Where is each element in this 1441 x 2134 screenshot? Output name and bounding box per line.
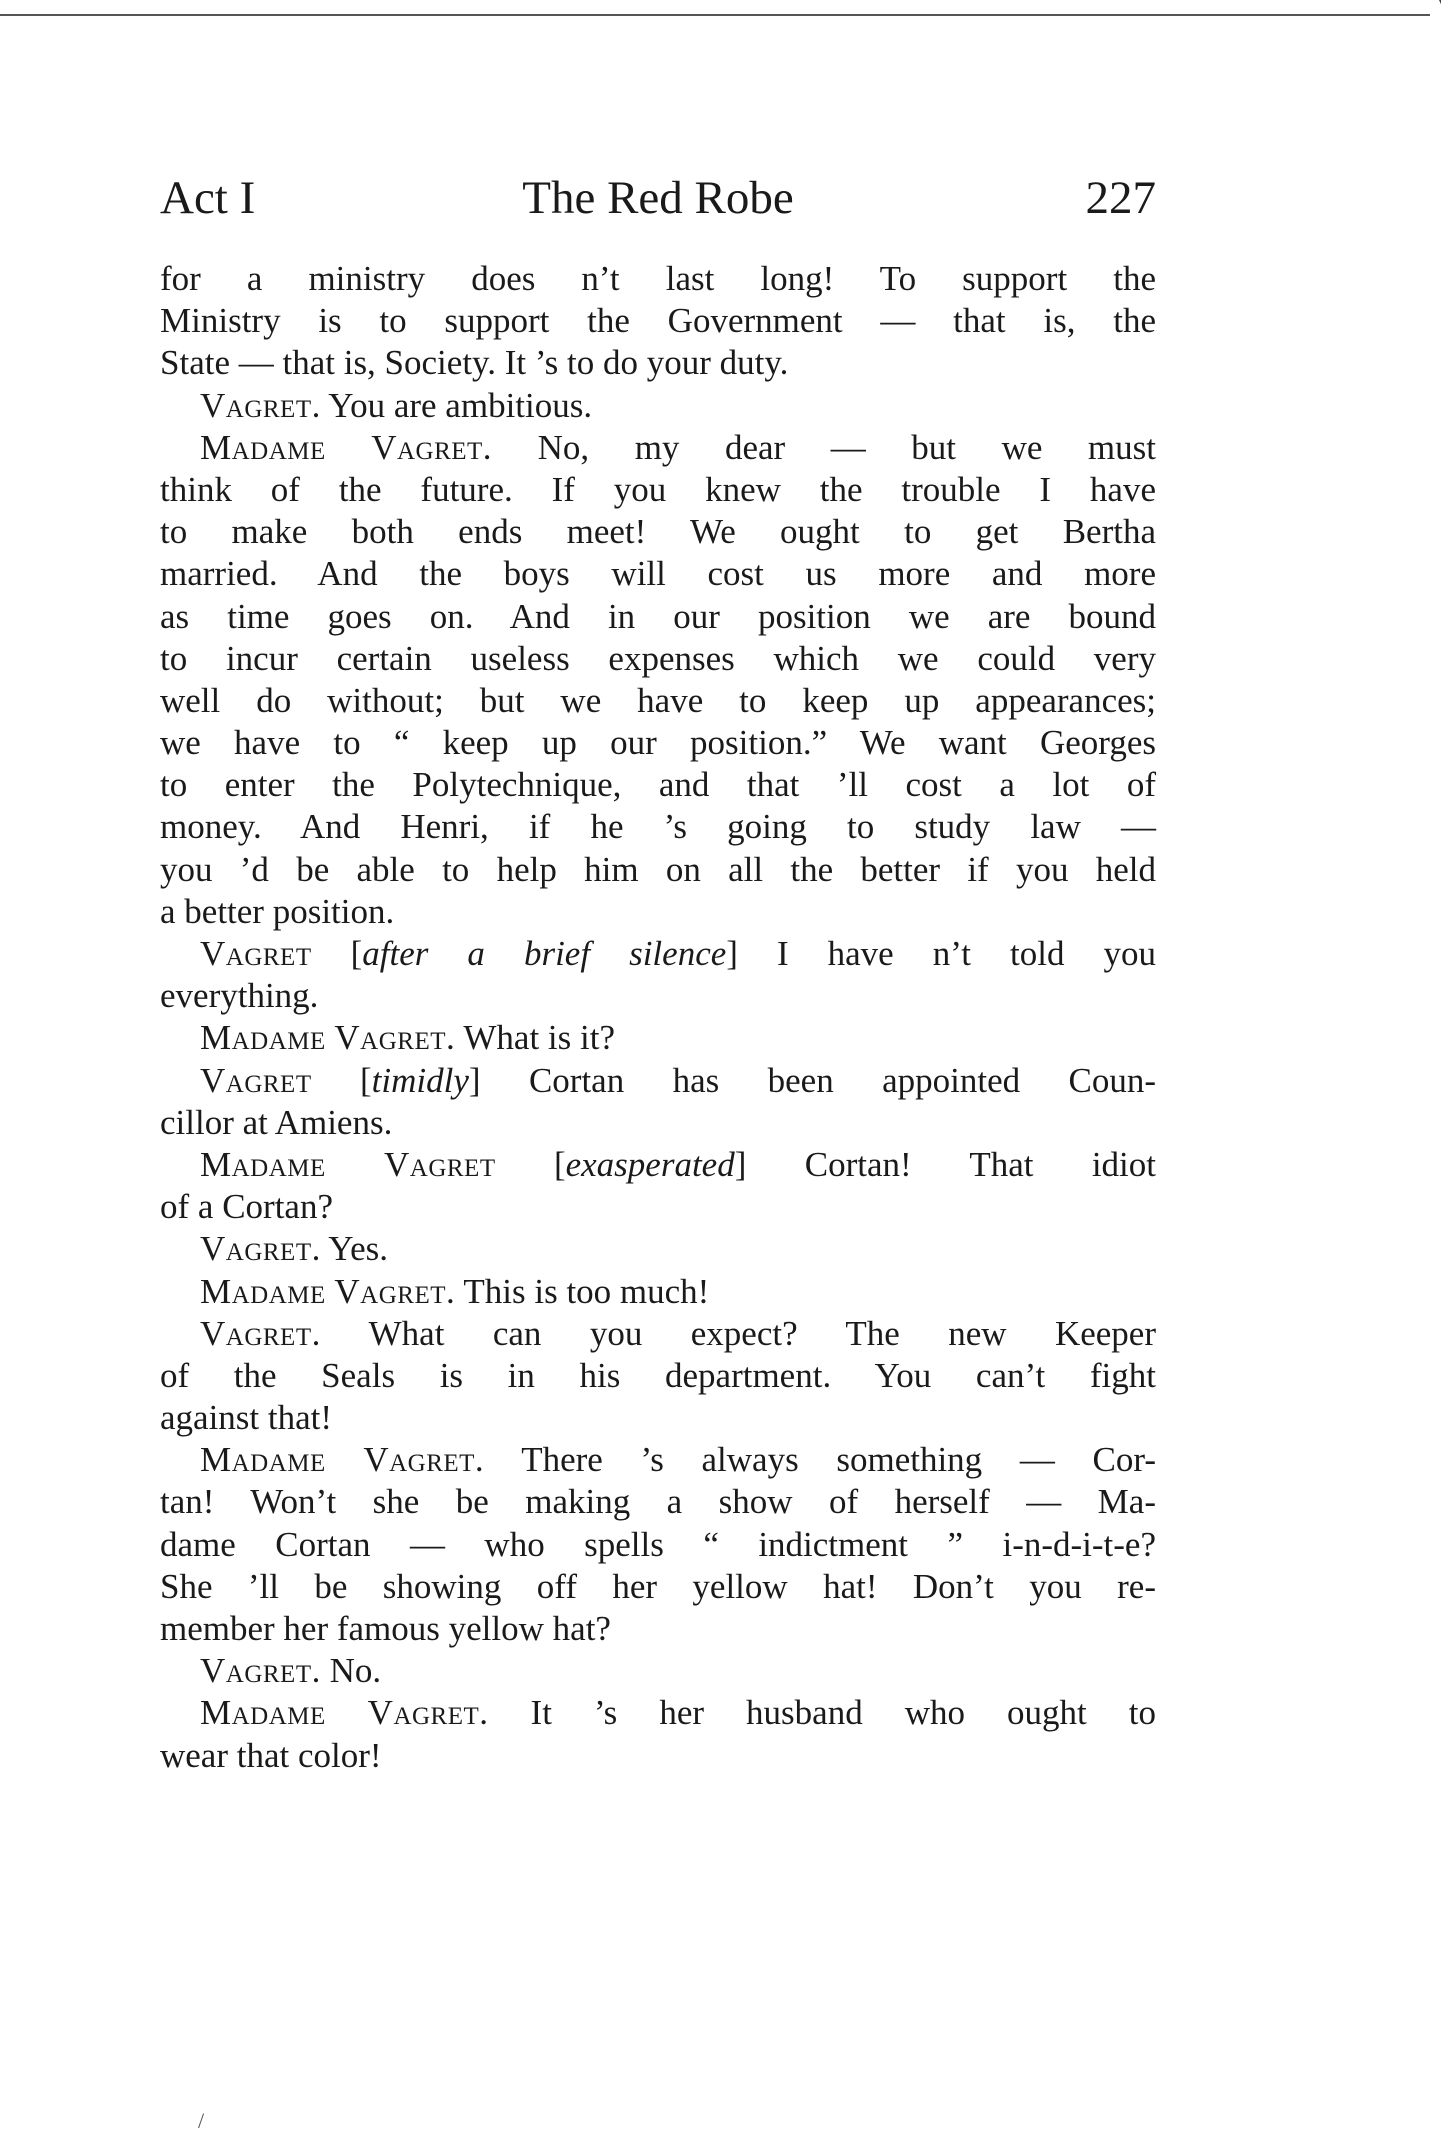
text-line — [160, 385, 1156, 427]
text-line — [160, 1608, 1156, 1650]
text-line — [160, 1313, 1156, 1355]
text-line — [160, 891, 1156, 933]
text-line — [160, 300, 1156, 342]
line-text: [ — [311, 934, 363, 973]
header-title: The Red Robe — [522, 172, 794, 224]
line-text: No, my dear — but we must — [492, 427, 1156, 467]
stage-direction: exasperated — [565, 1144, 735, 1184]
page-number: 227 — [1085, 172, 1156, 224]
line-text: ] I have n’t told you — [726, 934, 1156, 973]
speaker-name: Madame Vagret. — [200, 1440, 485, 1480]
speaker-name: Vagret. — [200, 1229, 321, 1269]
text-line — [160, 258, 1156, 300]
line-text: ] Cortan! That idiot — [734, 1144, 1156, 1184]
line-text: wear that color! — [160, 1735, 382, 1775]
page-body — [160, 258, 1156, 1777]
line-text: married. And the boys will cost us more and more — [160, 554, 1156, 594]
line-text: It ’s her husband who ought to — [488, 1693, 1156, 1733]
line-text: as time goes on. And in our position we are bound — [160, 596, 1156, 636]
line-text: well do without; but we have to keep up appearances; — [160, 680, 1156, 720]
text-line — [160, 1481, 1156, 1523]
top-edge-rule — [0, 14, 1430, 16]
line-text: for a ministry does n’t last long! To support the — [160, 259, 1156, 298]
line-text: of a Cortan? — [160, 1187, 333, 1227]
text-line — [160, 1439, 1156, 1481]
line-text: No. — [320, 1651, 382, 1691]
text-line — [160, 553, 1156, 595]
text-line — [160, 806, 1156, 848]
text-line — [160, 1186, 1156, 1228]
line-text: everything. — [160, 976, 319, 1016]
text-line — [160, 1144, 1156, 1186]
stage-direction: timidly — [371, 1060, 469, 1100]
speaker-name: Madame Vagret. — [200, 427, 493, 467]
line-text: tan! Won’t she be making a show of herself — Ma- — [160, 1482, 1156, 1522]
line-text: What is it? — [455, 1018, 616, 1058]
text-line — [160, 975, 1156, 1017]
stray-mark: / — [198, 2108, 205, 2133]
line-text: money. And Henri, if he ’s going to study law — — [160, 807, 1156, 847]
line-text: you ’d be able to help him on all the better if you held — [160, 849, 1156, 889]
text-line — [160, 1017, 1156, 1059]
line-text: [ — [311, 1060, 372, 1100]
text-line — [160, 638, 1156, 680]
text-line — [160, 1102, 1156, 1144]
text-line — [160, 427, 1156, 469]
text-line — [160, 1566, 1156, 1608]
line-text: to make both ends meet! We ought to get Bertha — [160, 512, 1156, 552]
line-text: She ’ll be showing off her yellow hat! Don’t you re- — [160, 1566, 1156, 1606]
line-text: ] Cortan has been appointed Coun- — [468, 1060, 1157, 1100]
text-line — [160, 722, 1156, 764]
page-corner-edge — [1413, 0, 1441, 60]
line-text: a better position. — [160, 891, 395, 931]
text-line — [160, 596, 1156, 638]
speaker-name: Madame Vagret. — [200, 1018, 456, 1058]
line-text: There ’s always something — Cor- — [484, 1440, 1156, 1480]
text-line — [160, 1692, 1156, 1734]
text-line — [160, 1735, 1156, 1777]
text-line — [160, 1271, 1156, 1313]
text-line — [160, 469, 1156, 511]
speaker-name: Vagret. — [200, 1313, 321, 1353]
line-text: Yes. — [320, 1229, 388, 1269]
line-text: This is too much! — [455, 1271, 710, 1311]
speaker-name: Madame Vagret — [200, 1144, 496, 1184]
line-text: to enter the Polytechnique, and that ’ll cost a lot of — [160, 765, 1156, 805]
speaker-name: Vagret — [200, 1060, 312, 1100]
text-line — [160, 1228, 1156, 1270]
speaker-name: Madame Vagret. — [200, 1271, 456, 1311]
speaker-name: Vagret. — [200, 385, 321, 425]
text-line — [160, 849, 1156, 891]
line-text: Ministry is to support the Government — that is, the — [160, 301, 1156, 341]
line-text: against that! — [160, 1398, 333, 1438]
text-line — [160, 1060, 1156, 1102]
line-text: member her famous yellow hat? — [160, 1609, 611, 1648]
header-act: Act I — [160, 172, 256, 224]
line-text: think of the future. If you knew the trouble I have — [160, 469, 1156, 509]
text-line — [160, 933, 1156, 975]
line-text: to incur certain useless expenses which we could very — [160, 638, 1156, 678]
line-text: What can you expect? The new Keeper — [320, 1313, 1156, 1353]
text-line — [160, 1524, 1156, 1566]
speaker-name: Vagret — [200, 934, 312, 973]
text-line — [160, 764, 1156, 806]
speaker-name: Madame Vagret. — [200, 1693, 489, 1733]
line-text: You are ambitious. — [320, 385, 593, 425]
stage-direction: after a brief silence — [362, 934, 727, 973]
line-text: State — that is, Society. It ’s to do your duty. — [160, 343, 789, 383]
text-line — [160, 1355, 1156, 1397]
text-line — [160, 1397, 1156, 1439]
text-line — [160, 342, 1156, 384]
line-text: we have to “ keep up our position.” We want Georges — [160, 723, 1156, 763]
line-text: cillor at Amiens. — [160, 1102, 393, 1142]
text-line — [160, 511, 1156, 553]
line-text: dame Cortan — who spells “ indictment ” i-n-d-i-t-e? — [160, 1524, 1156, 1564]
line-text: [ — [495, 1144, 566, 1184]
text-line — [160, 680, 1156, 722]
text-line — [160, 1650, 1156, 1692]
speaker-name: Vagret. — [200, 1651, 321, 1691]
line-text: of the Seals is in his department. You can’t fight — [160, 1355, 1156, 1395]
